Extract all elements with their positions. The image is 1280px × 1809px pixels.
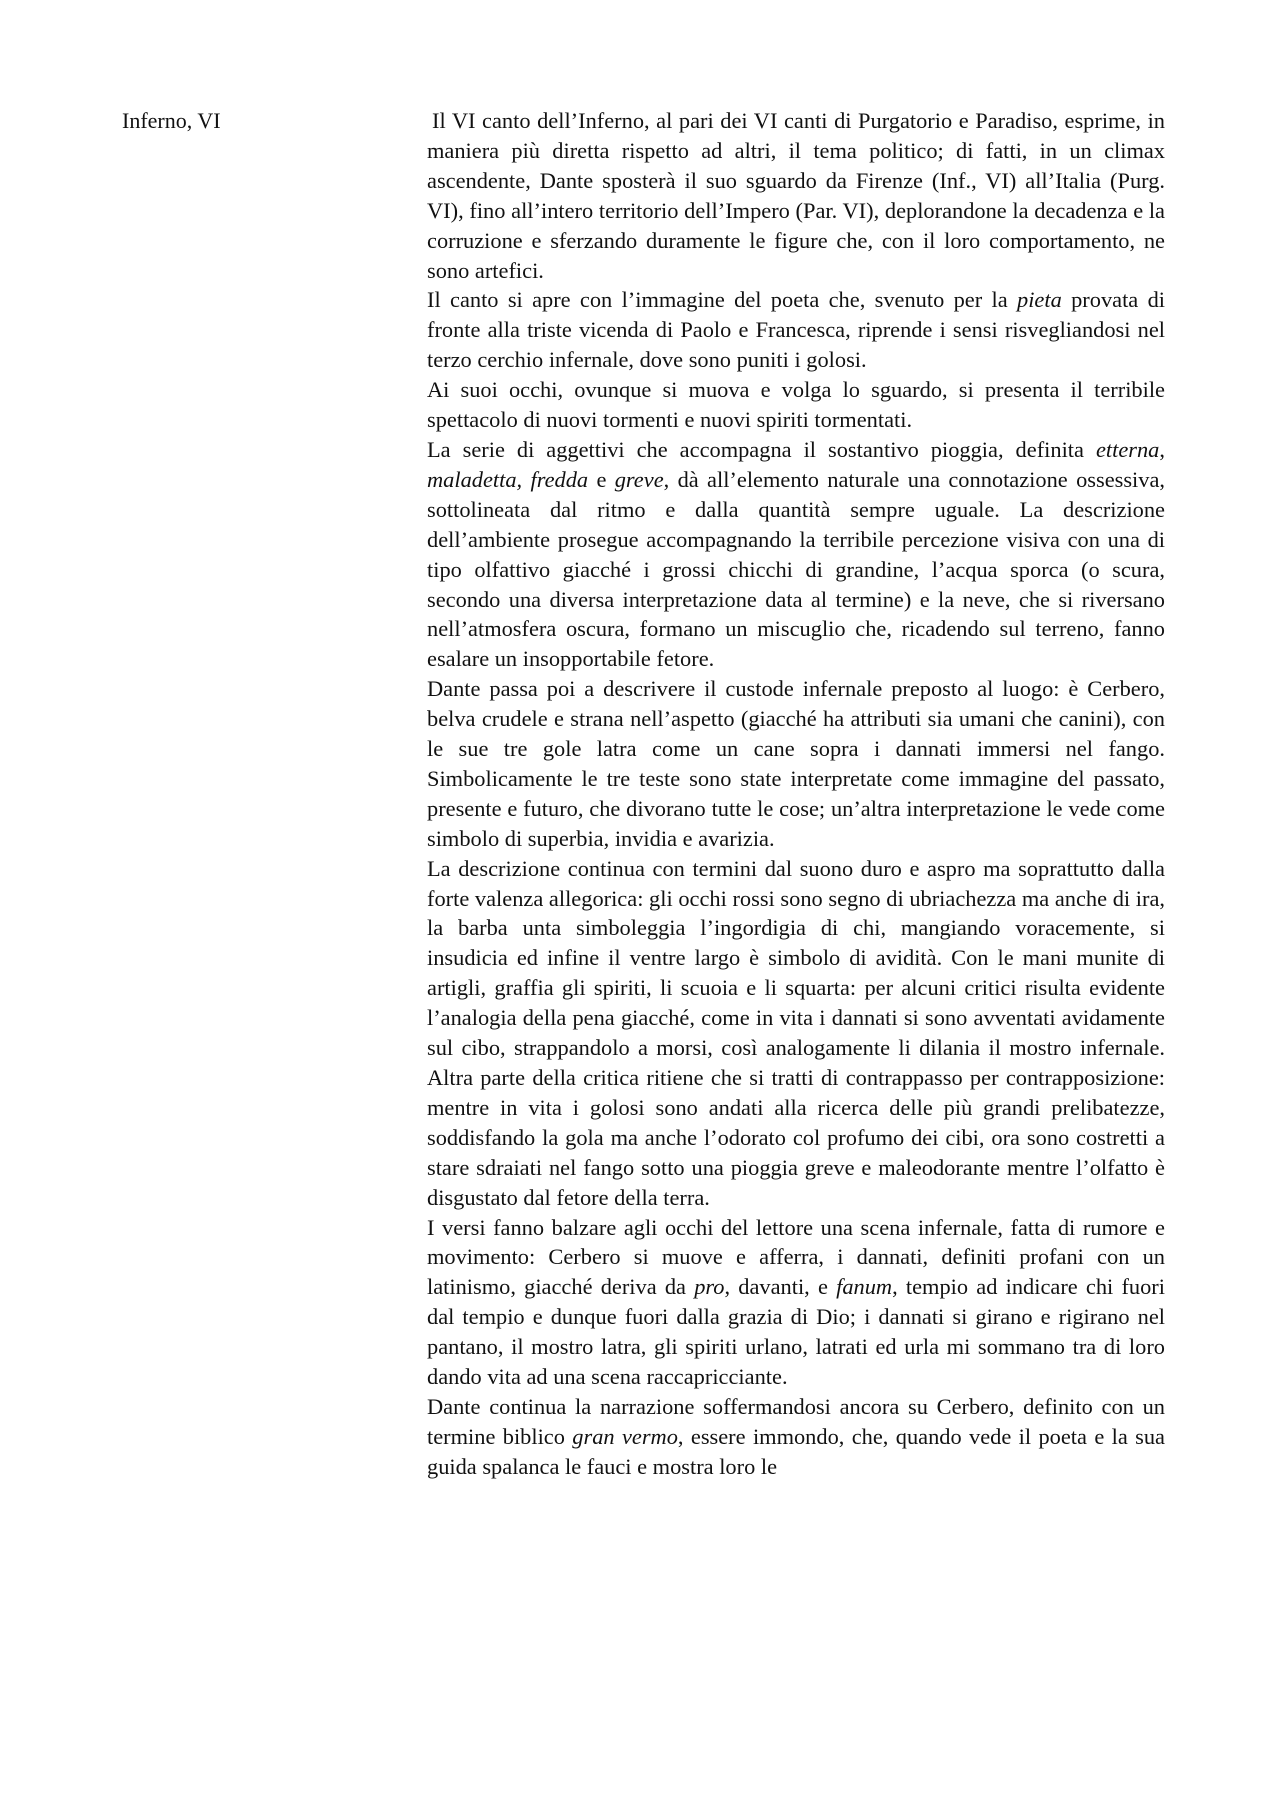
paragraph-text: , tempio ad indicare chi fuori dal tempio e dunque fuori dalla grazia di Dio; i dannati si girano e rigirano nel pantano, il mostro latra, gli spiriti urlano, latrati ed urla mi sommano tra di loro dando vita ad una scena raccapricciante. (427, 1274, 1165, 1390)
paragraph-text: Ai suoi occhi, ovunque si muova e volga lo sguardo, si presenta il terribile spettacolo di nuovi tormenti e nuovi spiriti tormentati. (427, 377, 1165, 433)
paragraph (427, 674, 1165, 853)
paragraph (427, 1213, 1165, 1392)
paragraph (427, 375, 1165, 435)
paragraph-text: , essere immondo, che, quando vede il poeta e la sua guida spalanca le fauci e mostra loro le (427, 1423, 1165, 1479)
paragraph-text: Dante continua la narrazione soffermandosi ancora su Cerbero, definito con un termine biblico (427, 1393, 1165, 1449)
italic-term: etterna (1095, 436, 1160, 462)
paragraph-text: La serie di aggettivi che accompagna il sostantivo pioggia, definita (427, 436, 1096, 462)
paragraph-text: provata di fronte alla triste vicenda di Paolo e Francesca, riprende i sensi risvegliandosi nel terzo cerchio infernale, dove sono puniti i golosi. (427, 287, 1165, 373)
body-text (427, 106, 1165, 1482)
paragraph-text: Il VI canto dell’Inferno, al pari dei VI canti di Purgatorio e Paradiso, esprime, in maniera più diretta rispetto ad altri, il tema politico; di fatti, in un climax ascendente, Dante sposterà il suo sguardo da Firenze (Inf., VI) all’Italia (Purg. VI), fino all’intero territorio dell’Impero (Par. VI), deplorandone la decadenza e la corruzione e sferzando duramente le figure che, con il loro comportamento, ne sono artefici. (427, 108, 1165, 283)
paragraph-text: Il canto si apre con l’immagine del poeta che, svenuto per la (427, 287, 1017, 313)
paragraph-text: , dà all’elemento naturale una connotazione ossessiva, sottolineata dal ritmo e dalla quantità sempre uguale. La descrizione dell’ambiente prosegue accompagnando la terribile percezione visiva con una di tipo olfattivo giacché i grossi chicchi di grandine, l’acqua sporca (o scura, secondo una diversa interpretazione data al termine) e la neve, che si riversano nell’atmosfera oscura, formano un miscuglio che, ricadendo sul terreno, fanno esalare un insopportabile fetore. (427, 466, 1166, 672)
paragraph (427, 854, 1165, 1213)
italic-term: fanum (836, 1274, 893, 1300)
paragraph (427, 1392, 1165, 1482)
italic-term: maladetta, fredda (427, 466, 589, 492)
paragraph (427, 435, 1165, 674)
paragraph-text: Dante passa poi a descrivere il custode infernale preposto al luogo: è Cerbero, belva crudele e strana nell’aspetto (giacché ha attributi sia umani che canini), con le sue tre gole latra come un cane sopra i dannati immersi nel fango. Simbolicamente le tre teste sono state interpretate come immagine del passato, presente e futuro, che divorano tutte le cose; un’altra interpretazione le vede come simbolo di superbia, invidia e avarizia. (427, 676, 1165, 851)
italic-term: gran vermo (572, 1423, 678, 1449)
italic-term: pro (694, 1274, 725, 1300)
paragraph (427, 285, 1165, 375)
paragraph-text: e (588, 466, 615, 492)
paragraph-text: I versi fanno balzare agli occhi del lettore una scena infernale, fatta di rumore e movimento: Cerbero si muove e afferra, i dannati, definiti profani con un latinismo, giacché deriva da (427, 1214, 1165, 1300)
paragraph-text: La descrizione continua con termini dal suono duro e aspro ma soprattutto dalla forte valenza allegorica: gli occhi rossi sono segno di ubriachezza ma anche di ira, la barba unta simboleggia l’ingordigia di chi, mangiando voracemente, si insudicia ed infine il ventre largo è simbolo di avidità. Con le mani munite di artigli, graffia gli spiriti, li scuoia e li squarta: per alcuni critici risulta evidente l’analogia della pena giacché, come in vita i dannati si sono avventati avidamente sul cibo, strappandolo a morsi, così analogamente li dilania il mostro infernale. Altra parte della critica ritiene che si tratti di contrappasso per contrapposizione: mentre in vita i golosi sono andati alla ricerca delle più grandi prelibatezze, soddisfando la gola ma anche l’odorato col profumo dei cibi, ora sono costretti a stare sdraiati nel fango sotto una pioggia greve e maleodorante mentre l’olfatto è disgustato dal fetore della terra. (427, 855, 1165, 1210)
paragraph-text: , davanti, e (724, 1274, 837, 1300)
section-label: Inferno, VI (122, 108, 221, 133)
paragraph-text: , (1159, 436, 1165, 462)
italic-term: greve (614, 466, 664, 492)
italic-term: pieta (1017, 287, 1062, 313)
paragraph (427, 106, 1165, 285)
